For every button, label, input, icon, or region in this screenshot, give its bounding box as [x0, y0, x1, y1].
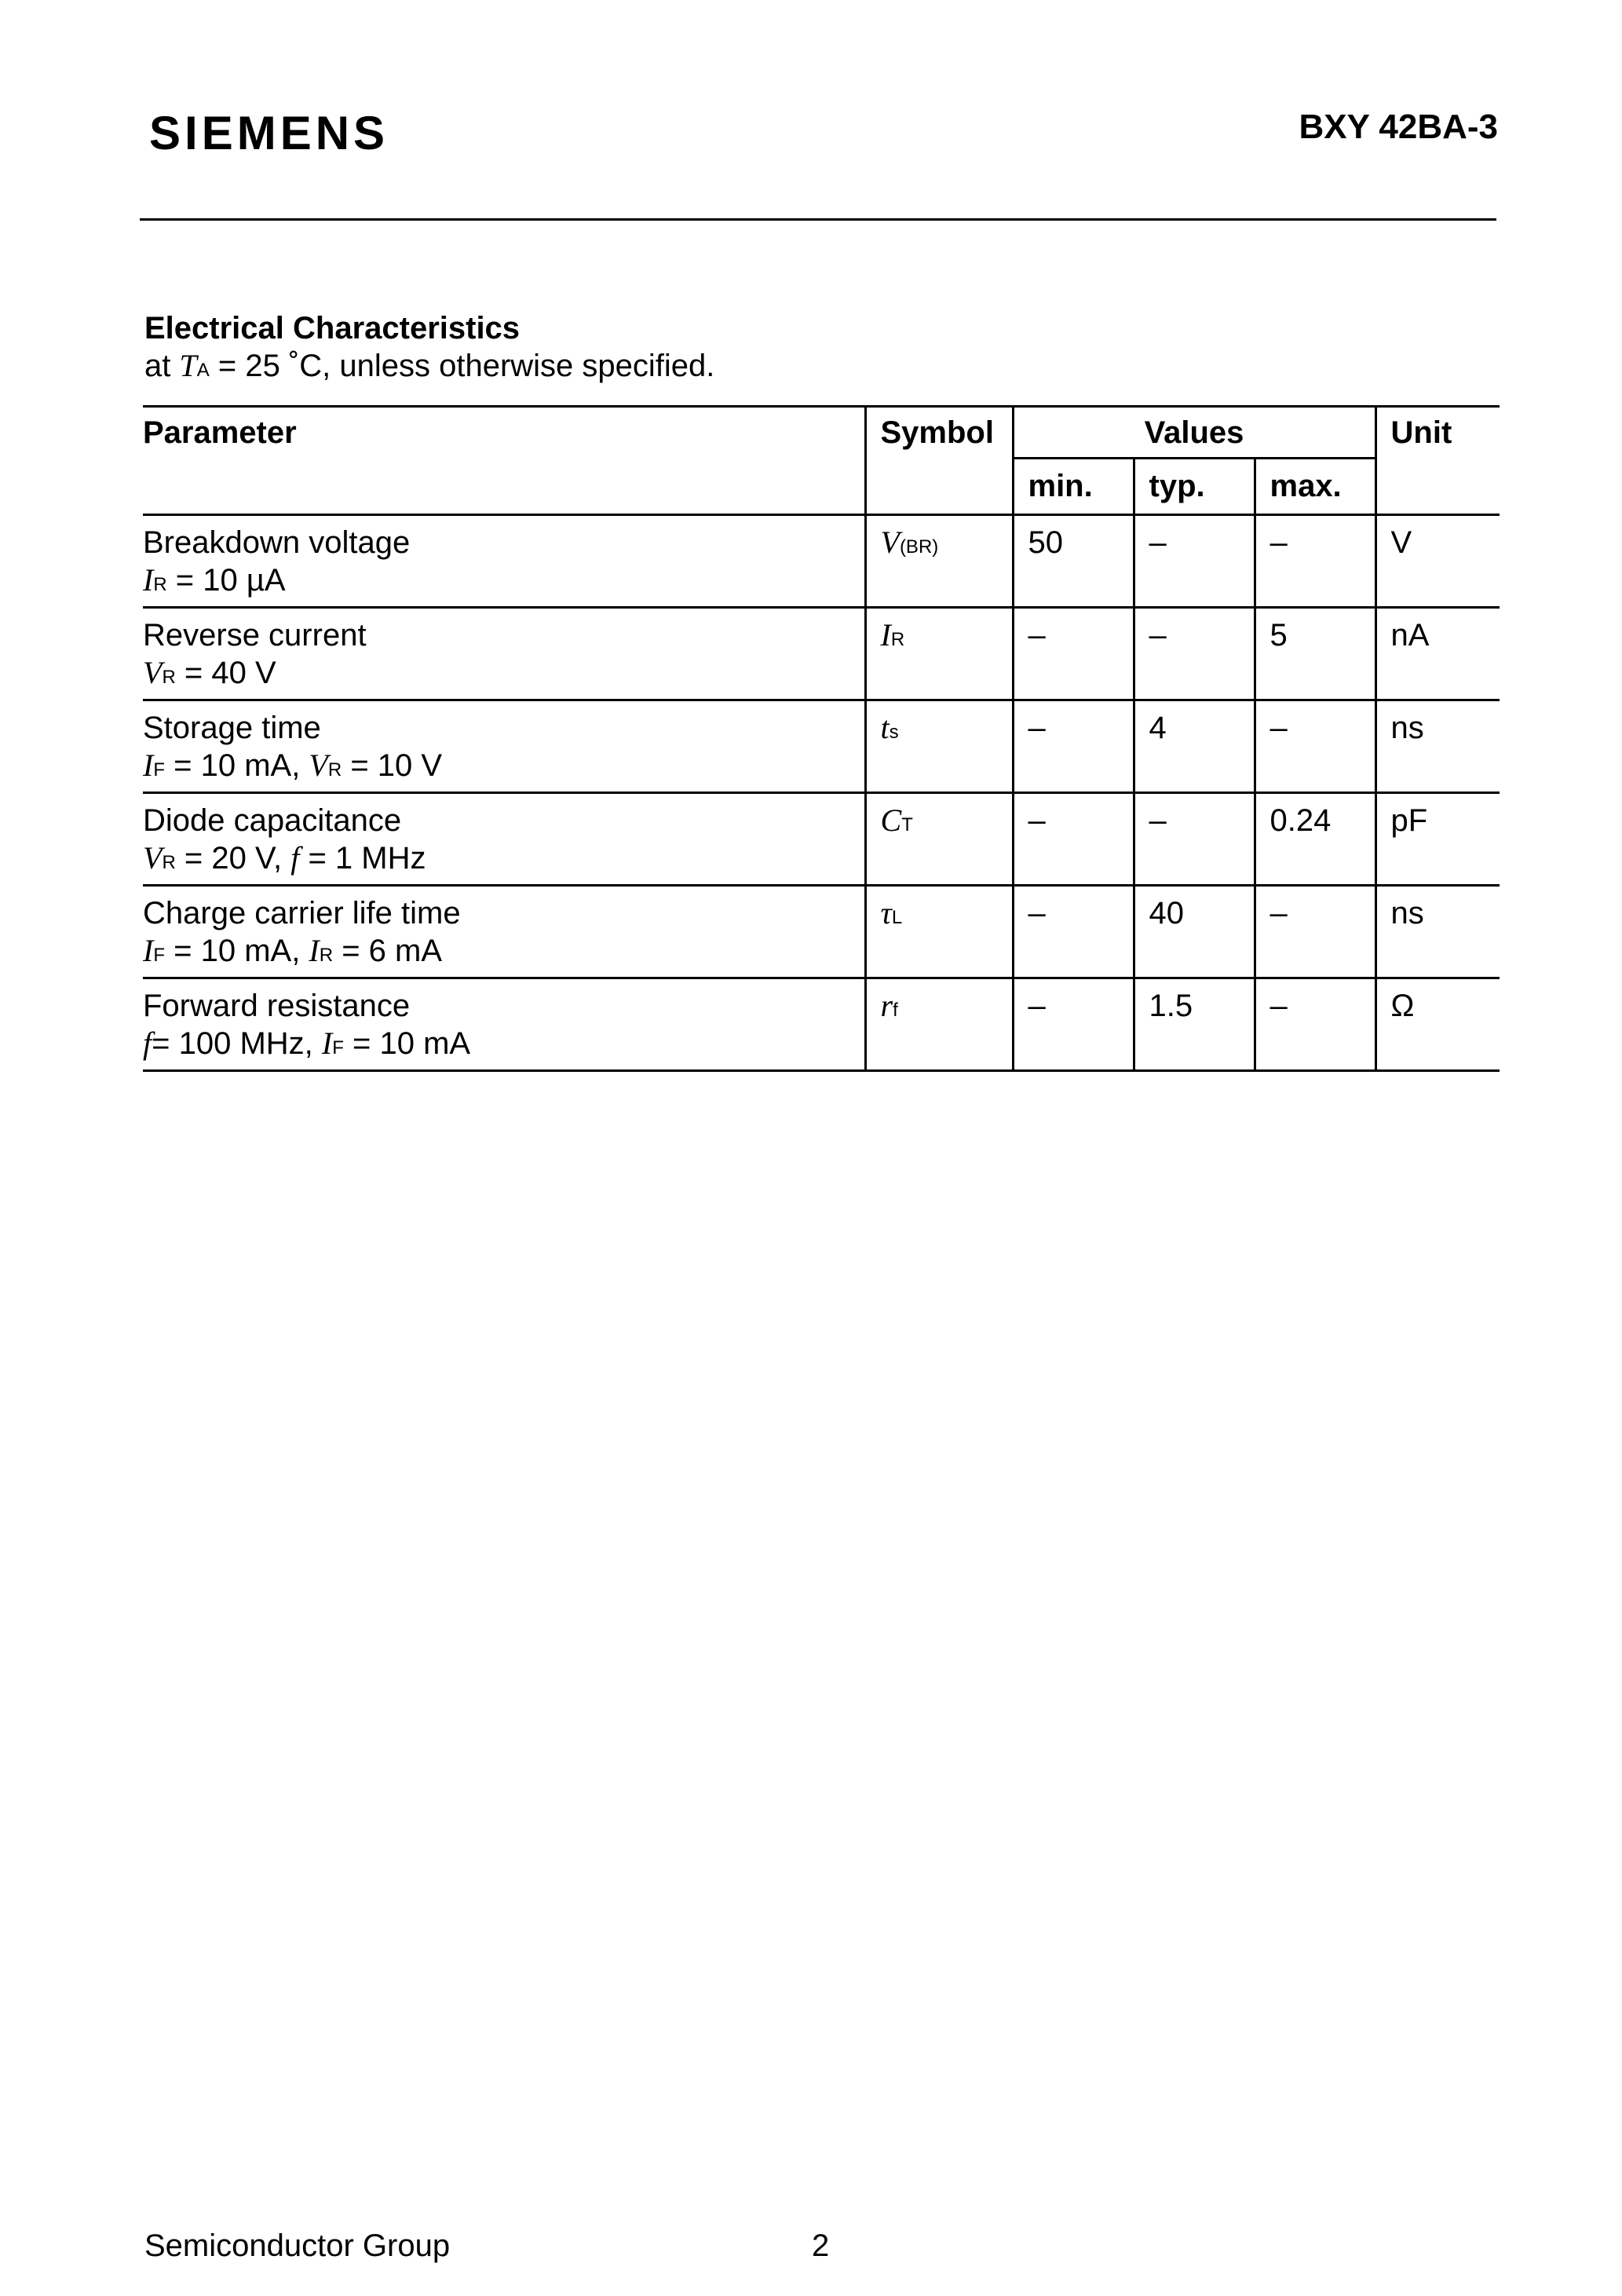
- condition-value: = 40 V: [175, 656, 276, 690]
- test-condition: [143, 1025, 864, 1067]
- condition-symbol: f: [290, 840, 300, 876]
- condition-value: = 100 MHz,: [152, 1026, 322, 1061]
- siemens-logo: SIEMENS: [149, 107, 389, 159]
- condition-symbol: I: [143, 748, 154, 783]
- table-row: [143, 608, 1500, 700]
- condition-value: = 10 V: [342, 748, 443, 783]
- test-condition: [143, 747, 864, 789]
- condition-symbol-sub: R: [162, 852, 176, 873]
- symbol-cell: [865, 700, 1013, 793]
- unit-value: nA: [1375, 608, 1500, 700]
- table-row: [143, 886, 1500, 978]
- symbol-cell: [865, 793, 1013, 886]
- condition-symbol: I: [321, 1026, 333, 1061]
- table-row: [143, 515, 1500, 608]
- table-row: [143, 978, 1500, 1071]
- min-value: 50: [1013, 515, 1134, 608]
- max-value: –: [1255, 515, 1375, 608]
- symbol-main: C: [880, 803, 902, 838]
- min-value: –: [1013, 608, 1134, 700]
- typ-value: 1.5: [1134, 978, 1255, 1071]
- symbol-sub: f: [893, 1000, 898, 1021]
- condition-value: = 10 mA: [343, 1026, 471, 1061]
- condition-value: = 10 mA,: [165, 934, 309, 968]
- symbol-sub: (BR): [899, 536, 939, 558]
- condition-value: = 6 mA: [333, 934, 443, 968]
- electrical-characteristics-table: [143, 405, 1500, 1072]
- condition-symbol-sub: F: [153, 945, 165, 966]
- header-values: Values: [1013, 407, 1375, 459]
- condition-symbol-sub: R: [327, 759, 342, 781]
- typ-value: –: [1134, 793, 1255, 886]
- parameter-cell: [143, 515, 865, 608]
- symbol-main: V: [880, 525, 900, 560]
- test-condition: [143, 654, 864, 696]
- max-value: –: [1255, 978, 1375, 1071]
- parameter-cell: [143, 700, 865, 793]
- unit-value: pF: [1375, 793, 1500, 886]
- symbol-main: r: [880, 988, 893, 1023]
- max-value: –: [1255, 886, 1375, 978]
- footer-group: Semiconductor Group: [144, 2228, 451, 2263]
- max-value: 0.24: [1255, 793, 1375, 886]
- unit-value: Ω: [1375, 978, 1500, 1071]
- condition-symbol-sub: F: [332, 1037, 344, 1058]
- header-min: min.: [1013, 459, 1134, 515]
- temperature-symbol: T: [179, 348, 197, 383]
- temperature-symbol-sub: A: [196, 360, 210, 381]
- header-unit: Unit: [1375, 407, 1500, 515]
- page-number: 2: [812, 2228, 830, 2263]
- symbol-main: τ: [880, 895, 892, 930]
- parameter-name: Diode capacitance: [143, 803, 402, 838]
- condition-symbol-sub: R: [162, 667, 176, 688]
- typ-value: 40: [1134, 886, 1255, 978]
- parameter-name: Breakdown voltage: [143, 525, 411, 560]
- min-value: –: [1013, 886, 1134, 978]
- header-typ: typ.: [1134, 459, 1255, 515]
- test-condition: [143, 839, 864, 882]
- symbol-cell: [865, 978, 1013, 1071]
- symbol-main: I: [880, 617, 891, 653]
- parameter-name: Storage time: [143, 711, 321, 745]
- min-value: –: [1013, 700, 1134, 793]
- header-symbol: Symbol: [865, 407, 1013, 515]
- condition-value: = 10 µA: [166, 563, 286, 598]
- typ-value: –: [1134, 515, 1255, 608]
- condition-symbol: V: [143, 655, 163, 690]
- condition-symbol: I: [143, 562, 154, 598]
- table-row: [143, 700, 1500, 793]
- parameter-cell: [143, 793, 865, 886]
- condition-symbol: V: [309, 748, 328, 783]
- section-title: Electrical Characteristics: [144, 311, 521, 345]
- table-body: [143, 515, 1500, 1071]
- max-value: –: [1255, 700, 1375, 793]
- subtitle-prefix: at: [144, 349, 180, 383]
- unit-value: ns: [1375, 700, 1500, 793]
- condition-value: = 10 mA,: [165, 748, 309, 783]
- condition-symbol: V: [143, 840, 163, 876]
- table-row: [143, 793, 1500, 886]
- parameter-cell: [143, 608, 865, 700]
- parameter-name: Reverse current: [143, 618, 367, 653]
- min-value: –: [1013, 793, 1134, 886]
- symbol-cell: [865, 515, 1013, 608]
- condition-symbol: I: [309, 933, 320, 968]
- typ-value: –: [1134, 608, 1255, 700]
- condition-symbol: I: [143, 933, 154, 968]
- max-value: 5: [1255, 608, 1375, 700]
- symbol-main: t: [880, 710, 890, 745]
- unit-value: V: [1375, 515, 1500, 608]
- condition-symbol: f: [143, 1026, 152, 1061]
- test-condition: [143, 561, 864, 604]
- condition-value: = 20 V,: [175, 841, 291, 876]
- subtitle-rest: = 25 ˚C, unless otherwise specified.: [209, 349, 715, 383]
- symbol-cell: [865, 608, 1013, 700]
- condition-symbol-sub: F: [153, 759, 165, 781]
- condition-symbol-sub: R: [153, 574, 167, 595]
- parameter-cell: [143, 978, 865, 1071]
- header-parameter: Parameter: [143, 407, 865, 515]
- min-value: –: [1013, 978, 1134, 1071]
- typ-value: 4: [1134, 700, 1255, 793]
- section-subtitle: [144, 350, 714, 382]
- header-divider: [140, 218, 1496, 221]
- unit-value: ns: [1375, 886, 1500, 978]
- part-number: BXY 42BA-3: [1299, 108, 1498, 146]
- condition-symbol-sub: R: [319, 945, 334, 966]
- parameter-name: Charge carrier life time: [143, 896, 461, 930]
- symbol-sub: T: [901, 814, 913, 835]
- symbol-sub: L: [891, 907, 903, 928]
- condition-value: = 1 MHz: [299, 841, 426, 876]
- test-condition: [143, 932, 864, 974]
- symbol-sub: R: [890, 629, 905, 650]
- parameter-cell: [143, 886, 865, 978]
- symbol-sub: s: [889, 722, 899, 743]
- parameter-name: Forward resistance: [143, 989, 411, 1023]
- symbol-cell: [865, 886, 1013, 978]
- header-max: max.: [1255, 459, 1375, 515]
